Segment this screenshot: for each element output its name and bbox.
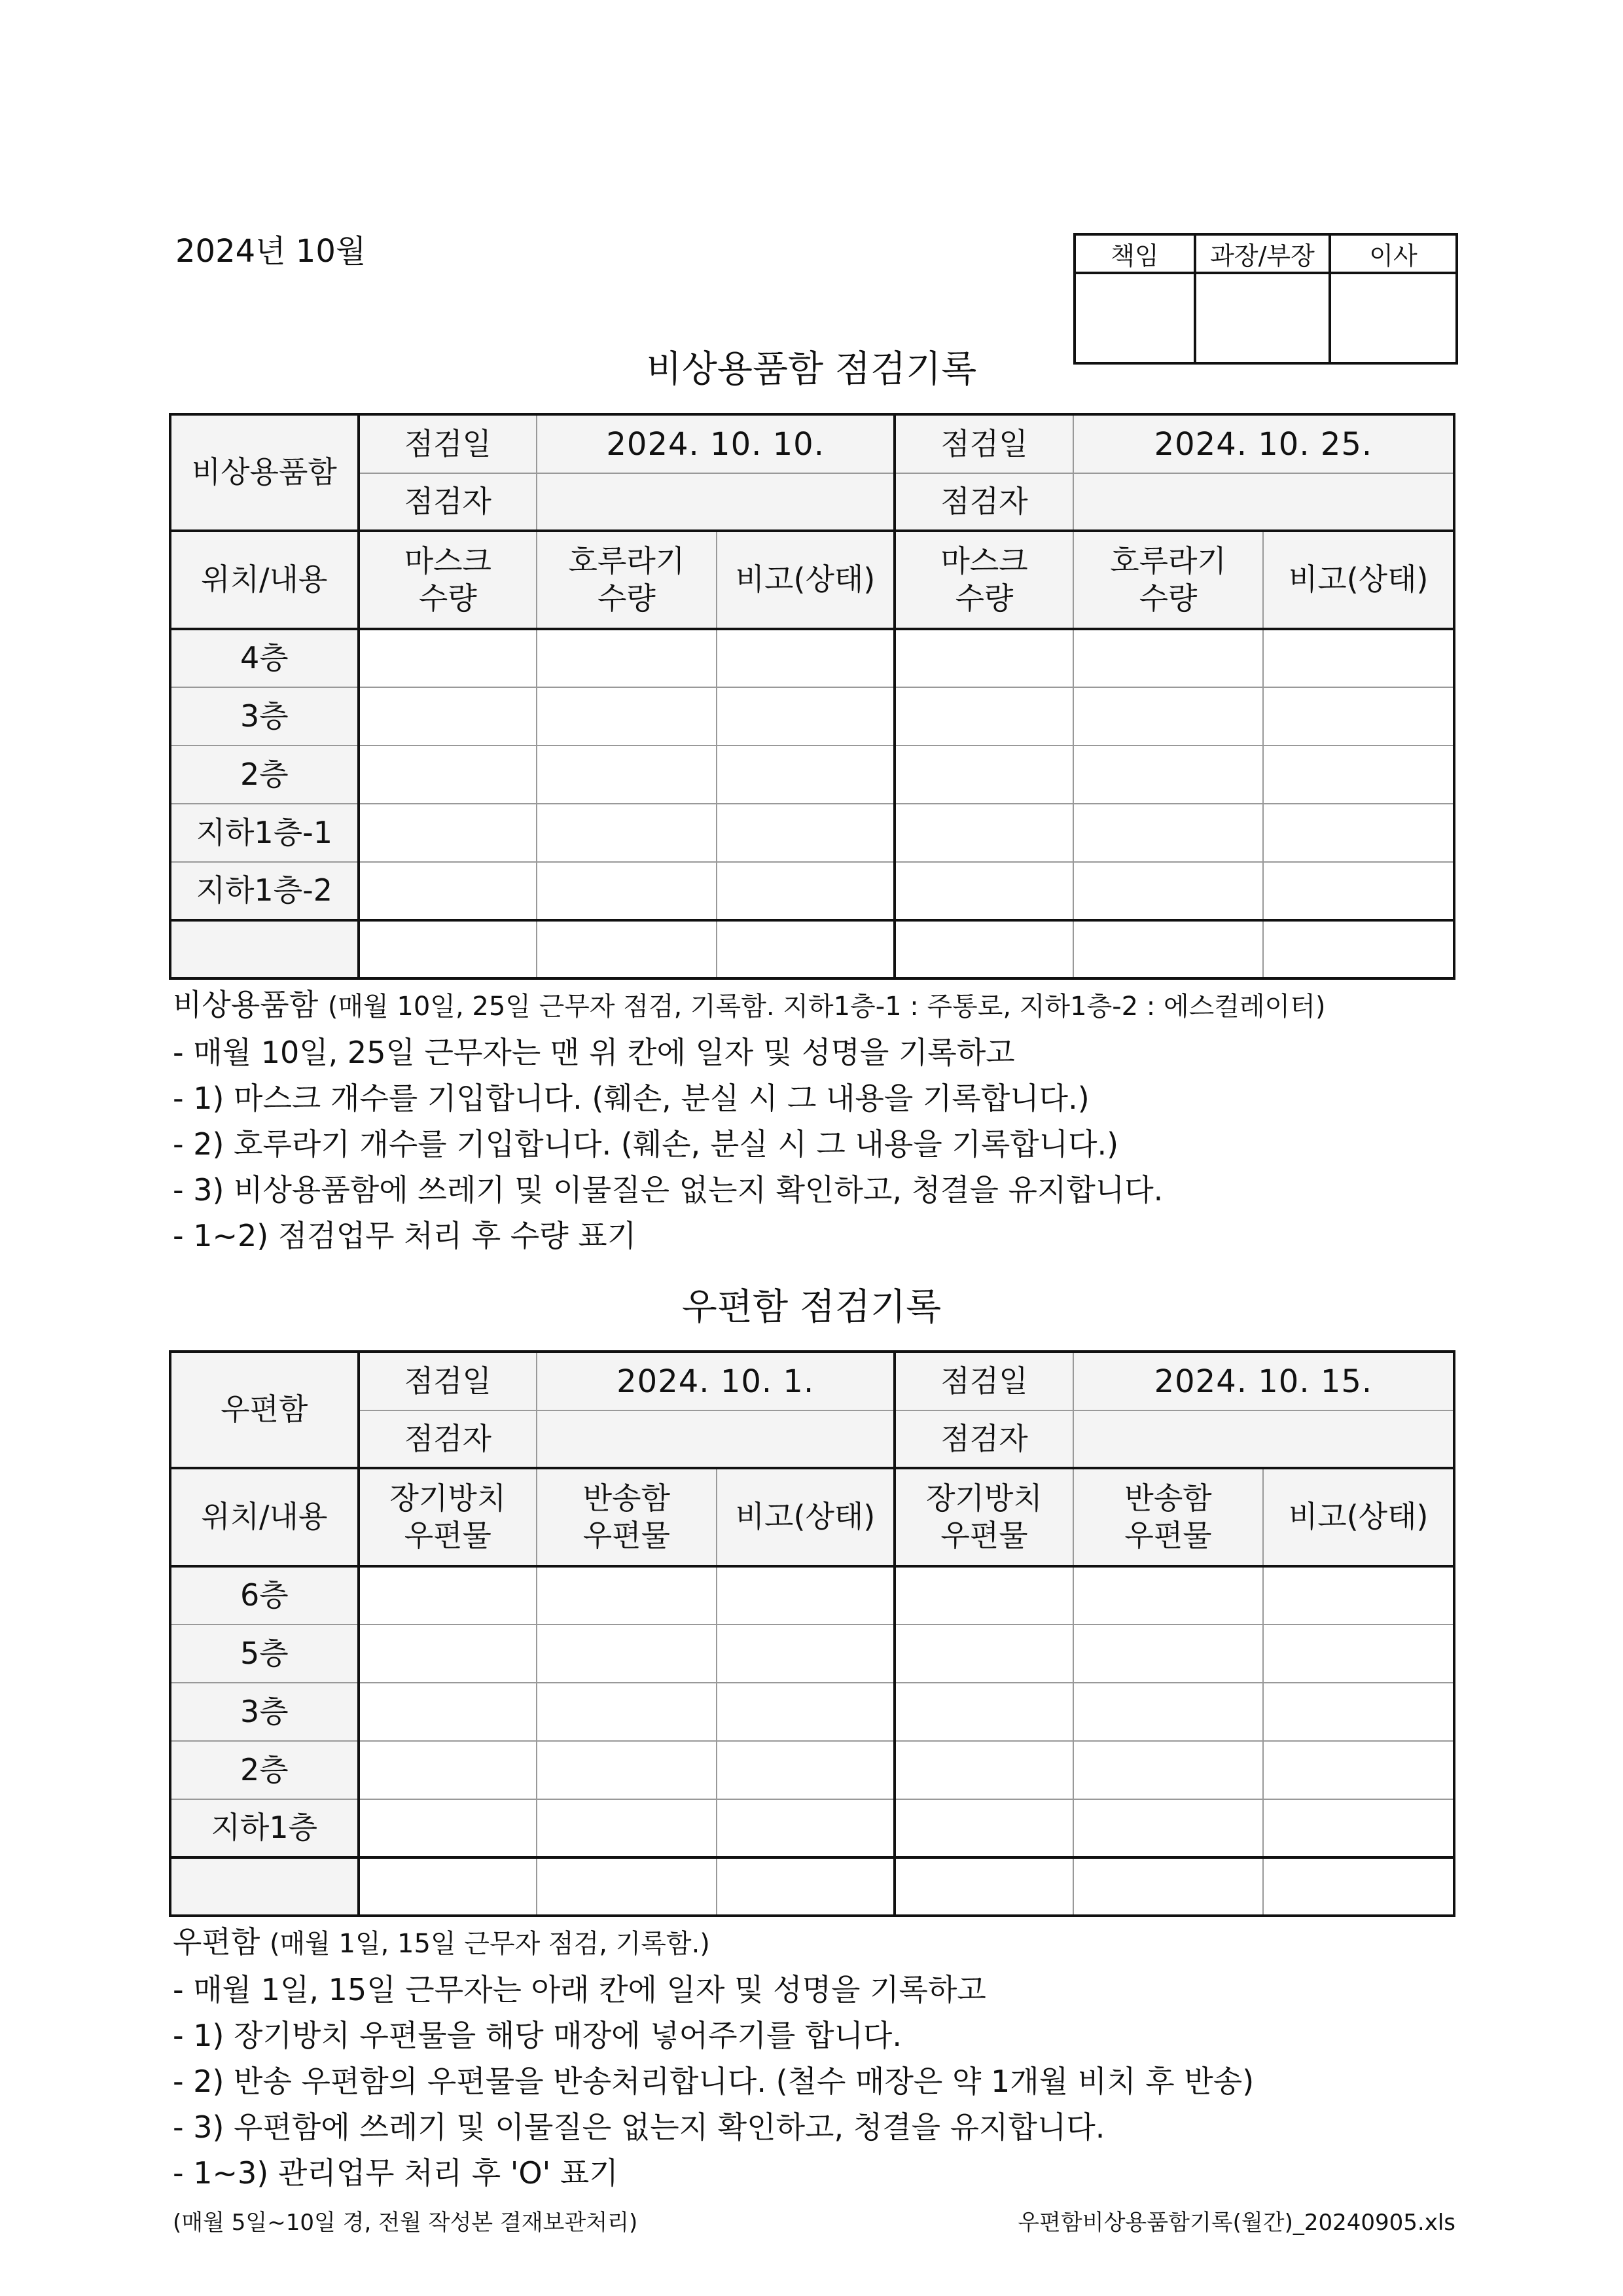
table-cell[interactable] — [1073, 804, 1264, 862]
longterm-header-line1: 장기방치 — [926, 1480, 1043, 1516]
table-cell[interactable] — [717, 1857, 895, 1916]
table-cell[interactable] — [537, 804, 717, 862]
mailbox-longterm-header-1 — [359, 1468, 537, 1566]
table-cell[interactable] — [717, 1741, 895, 1799]
mailbox-row-label: 5층 — [170, 1624, 359, 1683]
footer-filename: 우편함비상용품함기록(월간)_20240905.xls — [1018, 2210, 1455, 2236]
emergency-note-heading — [173, 982, 1325, 1030]
mailbox-note-sub: (매월 1일, 15일 근무자 점검, 기록함.) — [269, 1929, 710, 1959]
table-row — [170, 1566, 1454, 1624]
table-cell[interactable] — [537, 745, 717, 804]
emergency-note-sub: (매월 10일, 25일 근무자 점검, 기록함. 지하1층-1 : 주통로, 지하1층-2 : 에스컬레이터) — [327, 992, 1326, 1022]
table-cell[interactable] — [1073, 1799, 1264, 1857]
table-cell[interactable] — [895, 862, 1073, 920]
table-row — [170, 1857, 1454, 1916]
longterm-header-line1: 장기방치 — [389, 1480, 507, 1516]
mailbox-note-line: - 매월 1일, 15일 근무자는 아래 칸에 일자 및 성명을 기록하고 — [173, 1972, 986, 2007]
table-cell[interactable] — [717, 1566, 895, 1624]
table-row — [170, 745, 1454, 804]
table-cell[interactable] — [1263, 920, 1454, 978]
mailbox-row-label — [170, 1857, 359, 1916]
table-cell[interactable] — [359, 862, 537, 920]
table-row — [170, 1799, 1454, 1857]
mailbox-table — [169, 1350, 1455, 1917]
mailbox-date-label-1: 점검일 — [359, 1352, 537, 1410]
table-cell[interactable] — [717, 1683, 895, 1741]
table-cell[interactable] — [717, 804, 895, 862]
table-cell[interactable] — [1263, 1799, 1454, 1857]
longterm-header-line2: 우편물 — [404, 1518, 491, 1553]
emergency-inspector-1[interactable] — [537, 473, 895, 531]
approval-head-manager: 책임 — [1075, 234, 1195, 273]
table-cell[interactable] — [895, 1799, 1073, 1857]
table-cell[interactable] — [895, 745, 1073, 804]
table-cell[interactable] — [359, 1857, 537, 1916]
whistle-header-line1: 호루라기 — [568, 543, 685, 579]
table-cell[interactable] — [895, 1857, 1073, 1916]
table-cell[interactable] — [717, 1799, 895, 1857]
table-cell[interactable] — [717, 745, 895, 804]
table-cell[interactable] — [1073, 629, 1264, 687]
mask-header-line1: 마스크 — [404, 543, 491, 579]
table-row — [170, 920, 1454, 978]
table-cell[interactable] — [1263, 629, 1454, 687]
table-cell[interactable] — [717, 687, 895, 745]
table-cell[interactable] — [359, 1624, 537, 1683]
table-cell[interactable] — [359, 1799, 537, 1857]
table-cell[interactable] — [895, 804, 1073, 862]
table-cell[interactable] — [1073, 1566, 1264, 1624]
mailbox-note-line: - 1~3) 관리업무 처리 후 'O' 표기 — [173, 2155, 618, 2191]
emergency-note-title: 비상용품함 — [173, 987, 319, 1022]
emergency-row-label — [170, 920, 359, 978]
table-cell[interactable] — [1073, 687, 1264, 745]
return-header-line2: 우편물 — [1124, 1518, 1212, 1553]
mailbox-inspector-label-2: 점검자 — [895, 1410, 1073, 1468]
emergency-row-label: 2층 — [170, 745, 359, 804]
whistle-header-line1: 호루라기 — [1110, 543, 1226, 579]
table-row — [170, 804, 1454, 862]
table-row — [170, 1683, 1454, 1741]
table-row — [170, 1741, 1454, 1799]
mailbox-row-label: 3층 — [170, 1683, 359, 1741]
mailbox-date-2: 2024. 10. 15. — [1073, 1352, 1454, 1410]
mailbox-box-label: 우편함 — [170, 1352, 359, 1468]
emergency-location-header: 위치/내용 — [170, 531, 359, 629]
emergency-whistle-header-2 — [1073, 531, 1264, 629]
mailbox-inspector-label-1: 점검자 — [359, 1410, 537, 1468]
table-cell[interactable] — [1263, 1683, 1454, 1741]
mailbox-location-header: 위치/내용 — [170, 1468, 359, 1566]
table-cell[interactable] — [1073, 1683, 1264, 1741]
emergency-inspector-label-1: 점검자 — [359, 473, 537, 531]
emergency-table — [169, 413, 1455, 980]
table-cell[interactable] — [717, 629, 895, 687]
whistle-header-line2: 수량 — [597, 581, 656, 616]
mailbox-inspector-2[interactable] — [1073, 1410, 1454, 1468]
emergency-title: 비상용품함 점검기록 — [646, 348, 977, 391]
table-cell[interactable] — [537, 687, 717, 745]
table-row — [170, 862, 1454, 920]
table-row — [170, 687, 1454, 745]
emergency-row-label: 4층 — [170, 629, 359, 687]
emergency-notes — [173, 982, 1325, 1259]
table-cell[interactable] — [895, 629, 1073, 687]
mask-header-line2: 수량 — [418, 581, 477, 616]
table-cell[interactable] — [537, 1741, 717, 1799]
mailbox-note-line: - 2) 반송 우편함의 우편물을 반송처리합니다. (철수 매장은 약 1개월 비치 후 반송) — [173, 2064, 1255, 2099]
table-row — [170, 629, 1454, 687]
table-cell[interactable] — [895, 920, 1073, 978]
mailbox-title: 우편함 점검기록 — [681, 1286, 942, 1329]
table-cell[interactable] — [1073, 862, 1264, 920]
mailbox-return-header-2 — [1073, 1468, 1264, 1566]
table-cell[interactable] — [895, 1741, 1073, 1799]
table-cell[interactable] — [1073, 745, 1264, 804]
emergency-note-line: - 1) 마스크 개수를 기입합니다. (훼손, 분실 시 그 내용을 기록합니다.) — [173, 1081, 1090, 1116]
table-cell[interactable] — [1263, 1857, 1454, 1916]
table-cell[interactable] — [1263, 1741, 1454, 1799]
table-cell[interactable] — [537, 1624, 717, 1683]
table-cell[interactable] — [359, 920, 537, 978]
emergency-inspector-label-2: 점검자 — [895, 473, 1073, 531]
table-cell[interactable] — [1073, 920, 1264, 978]
table-cell[interactable] — [1073, 1624, 1264, 1683]
return-header-line1: 반송함 — [582, 1480, 671, 1516]
table-cell[interactable] — [895, 1683, 1073, 1741]
mailbox-note-heading — [173, 1919, 1254, 1967]
table-cell[interactable] — [1263, 1566, 1454, 1624]
emergency-note-header-2: 비고(상태) — [1263, 531, 1454, 629]
table-cell[interactable] — [537, 1566, 717, 1624]
emergency-row-label: 지하1층-2 — [170, 862, 359, 920]
emergency-date-label-1: 점검일 — [359, 414, 537, 473]
table-cell[interactable] — [359, 1566, 537, 1624]
mailbox-note-header-2: 비고(상태) — [1263, 1468, 1454, 1566]
table-cell[interactable] — [537, 862, 717, 920]
table-cell[interactable] — [895, 1624, 1073, 1683]
table-cell[interactable] — [895, 687, 1073, 745]
table-cell[interactable] — [717, 862, 895, 920]
table-cell[interactable] — [359, 687, 537, 745]
mailbox-note-title: 우편함 — [173, 1924, 260, 1960]
emergency-date-1: 2024. 10. 10. — [537, 414, 895, 473]
emergency-inspector-2[interactable] — [1073, 473, 1454, 531]
table-cell[interactable] — [1263, 1624, 1454, 1683]
mailbox-date-1: 2024. 10. 1. — [537, 1352, 895, 1410]
mask-header-line2: 수량 — [955, 581, 1014, 616]
longterm-header-line2: 우편물 — [940, 1518, 1028, 1553]
mailbox-inspector-1[interactable] — [537, 1410, 895, 1468]
table-cell[interactable] — [359, 629, 537, 687]
table-cell[interactable] — [717, 920, 895, 978]
table-row — [170, 1624, 1454, 1683]
approval-head-director: 이사 — [1330, 234, 1457, 273]
mailbox-note-line: - 1) 장기방치 우편물을 해당 매장에 넣어주기를 합니다. — [173, 2018, 902, 2053]
table-cell[interactable] — [359, 1683, 537, 1741]
return-header-line2: 우편물 — [582, 1518, 671, 1553]
mailbox-note-header-1: 비고(상태) — [717, 1468, 895, 1566]
table-cell[interactable] — [717, 1624, 895, 1683]
table-cell[interactable] — [537, 1799, 717, 1857]
emergency-row-label: 3층 — [170, 687, 359, 745]
mailbox-notes — [173, 1919, 1254, 2196]
footer-left: (매월 5일~10일 경, 전월 작성본 결재보관처리) — [173, 2210, 638, 2236]
table-cell[interactable] — [359, 804, 537, 862]
table-cell[interactable] — [537, 1683, 717, 1741]
emergency-box-label: 비상용품함 — [170, 414, 359, 531]
return-header-line1: 반송함 — [1124, 1480, 1212, 1516]
table-cell[interactable] — [537, 920, 717, 978]
mailbox-longterm-header-2 — [895, 1468, 1073, 1566]
table-cell[interactable] — [359, 745, 537, 804]
mask-header-line1: 마스크 — [940, 543, 1028, 579]
table-cell[interactable] — [1263, 745, 1454, 804]
mailbox-row-label: 지하1층 — [170, 1799, 359, 1857]
mailbox-return-header-1 — [537, 1468, 717, 1566]
table-cell[interactable] — [895, 1566, 1073, 1624]
table-cell[interactable] — [1263, 804, 1454, 862]
emergency-note-header-1: 비고(상태) — [717, 531, 895, 629]
table-cell[interactable] — [1073, 1857, 1264, 1916]
emergency-whistle-header-1 — [537, 531, 717, 629]
table-cell[interactable] — [1263, 687, 1454, 745]
emergency-mask-header-2 — [895, 531, 1073, 629]
emergency-mask-header-1 — [359, 531, 537, 629]
table-cell[interactable] — [359, 1741, 537, 1799]
emergency-date-2: 2024. 10. 25. — [1073, 414, 1454, 473]
mailbox-note-line: - 3) 우편함에 쓰레기 및 이물질은 없는지 확인하고, 청결을 유지합니다. — [173, 2109, 1105, 2145]
month-label: 2024년 10월 — [175, 233, 366, 270]
whistle-header-line2: 수량 — [1139, 581, 1198, 616]
mailbox-row-label: 2층 — [170, 1741, 359, 1799]
emergency-note-line: - 2) 호루라기 개수를 기입합니다. (훼손, 분실 시 그 내용을 기록합니다.) — [173, 1126, 1119, 1162]
mailbox-row-label: 6층 — [170, 1566, 359, 1624]
emergency-note-line: - 1~2) 점검업무 처리 후 수량 표기 — [173, 1218, 637, 1253]
table-cell[interactable] — [537, 629, 717, 687]
approval-head-chief: 과장/부장 — [1195, 234, 1330, 273]
table-cell[interactable] — [1263, 862, 1454, 920]
emergency-row-label: 지하1층-1 — [170, 804, 359, 862]
emergency-note-line: - 3) 비상용품함에 쓰레기 및 이물질은 없는지 확인하고, 청결을 유지합니다. — [173, 1172, 1164, 1208]
emergency-date-label-2: 점검일 — [895, 414, 1073, 473]
table-cell[interactable] — [537, 1857, 717, 1916]
emergency-note-line: - 매월 10일, 25일 근무자는 맨 위 칸에 일자 및 성명을 기록하고 — [173, 1035, 1015, 1070]
mailbox-date-label-2: 점검일 — [895, 1352, 1073, 1410]
table-cell[interactable] — [1073, 1741, 1264, 1799]
